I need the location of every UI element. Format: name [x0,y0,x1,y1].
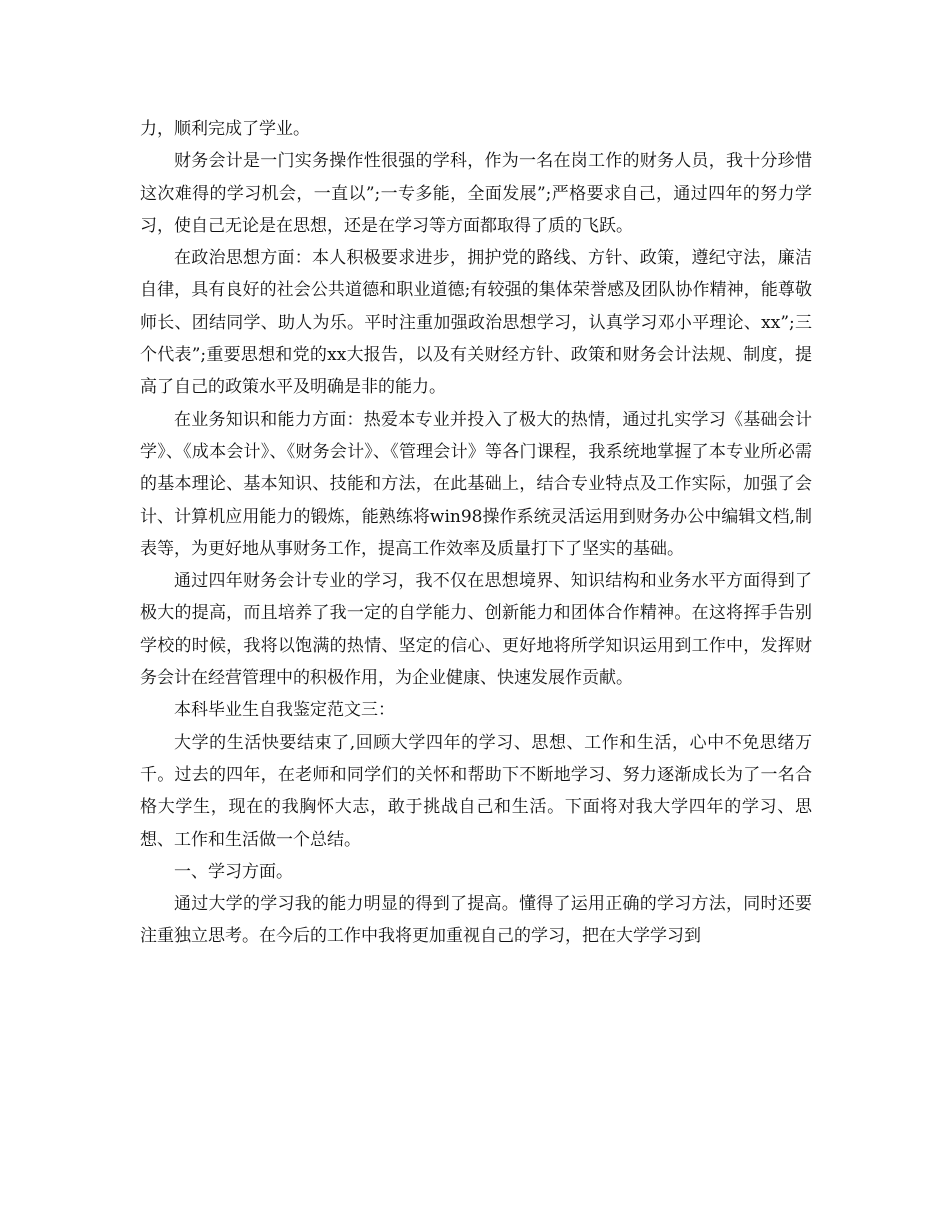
paragraph-four-years-summary: 通过四年财务会计专业的学习，我不仅在思想境界、知识结构和业务水平方面得到了极大的提高，而且培养了我一定的自学能力、创新能力和团体合作精神。在这将挥手告别学校的时候，我将以饱满的热情、坚定的信心、更好地将所学知识运用到工作中，发挥财务会计在经营管理中的积极作用，为企业健康、快速发展作贡献。 [140,571,812,689]
section-heading-study: 一、学习方面。 [174,861,293,882]
paragraph-accounting-intro: 财务会计是一门实务操作性很强的学科，作为一名在岗工作的财务人员，我十分珍惜这次难得的学习机会，一直以”;一专多能，全面发展”;严格要求自己，通过四年的努力学习，使自己无论是在思想，还是在学习等方面都取得了质的飞跃。 [140,151,812,236]
paragraph-professional-knowledge: 在业务知识和能力方面：热爱本专业并投入了极大的热情，通过扎实学习《基础会计学》、《成本会计》、《财务会计》、《管理会计》等各门课程，我系统地掌握了本专业所必需的基本理论、基本知识、技能和方法，在此基础上，结合专业特点及工作实际，加强了会计、计算机应用能力的锻炼，能熟练将win98操作系统灵活运用到财务办公中编辑文档,制表等，为更好地从事财务工作，提高工作效率及质量打下了坚实的基础。 [140,409,812,559]
section-heading-sample-three: 本科毕业生自我鉴定范文三： [174,700,395,721]
paragraph-continuation: 力，顺利完成了学业。 [140,119,310,139]
document-page [140,113,812,953]
paragraph-university-life: 大学的生活快要结束了,回顾大学四年的学习、思想、工作和生活，心中不免思绪万千。过去的四年，在老师和同学们的关怀和帮助下不断地学习、努力逐渐成长为了一名合格大学生，现在的我胸怀大志，敢于挑战自己和生活。下面将对我大学四年的学习、思想、工作和生活做一个总结。 [140,732,812,850]
paragraph-study-ability: 通过大学的学习我的能力明显的得到了提高。懂得了运用正确的学习方法，同时还要注重独立思考。在今后的工作中我将更加重视自己的学习，把在大学学习到 [140,894,812,947]
paragraph-political-thought: 在政治思想方面：本人积极要求进步，拥护党的路线、方针、政策，遵纪守法，廉洁自律，具有良好的社会公共道德和职业道德;有较强的集体荣誉感及团队协作精神，能尊敬师长、团结同学、助人为乐。平时注重加强政治思想学习，认真学习邓小平理论、xx”;三个代表”;重要思想和党的xx大报告，以及有关财经方针、政策和财务会计法规、制度，提高了自己的政策水平及明确是非的能力。 [140,248,812,398]
